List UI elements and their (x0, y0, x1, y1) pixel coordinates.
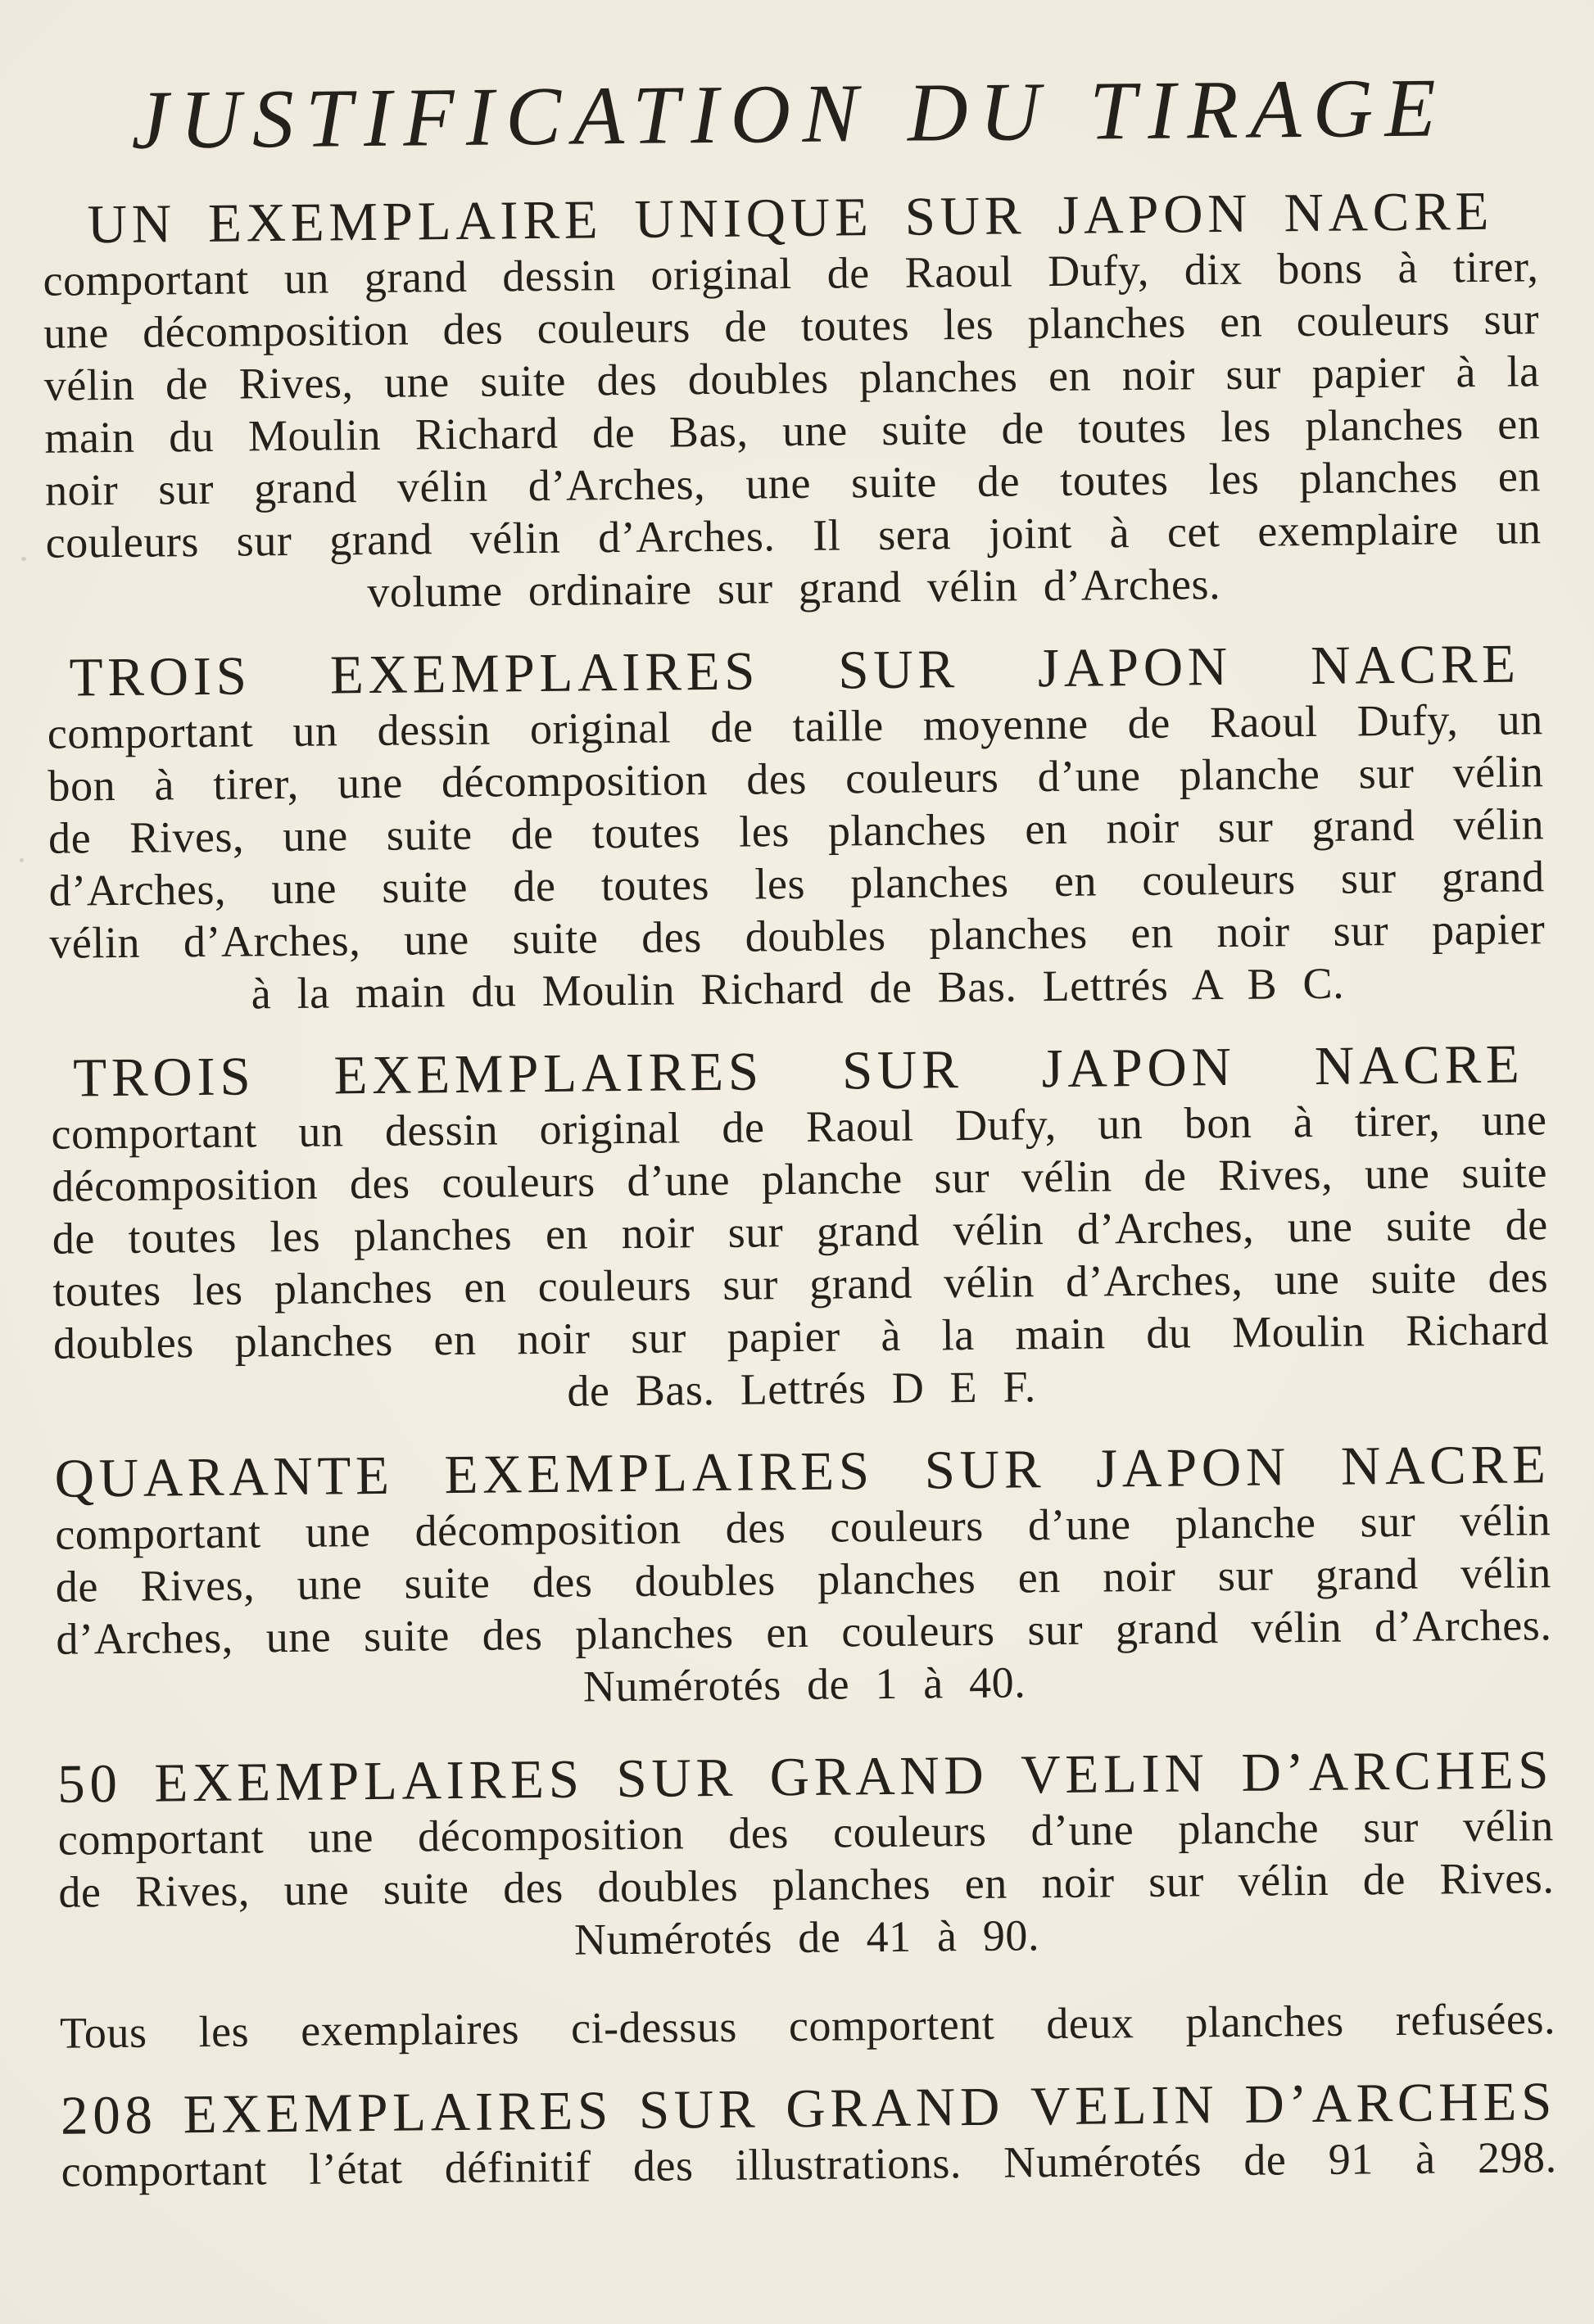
text-line: comportant une décomposition des couleurs d’une planche sur vélin (54, 1495, 1551, 1559)
page-title: JUSTIFICATION DU TIRAGE (130, 61, 1448, 167)
text-line: vélin d’Arches, une suite des doubles planches en noir sur papier (49, 904, 1546, 968)
text-line: Tous les exemplaires ci-dessus comportent deux planches refusées. (59, 1994, 1556, 2058)
text-line: couleurs sur grand vélin d’Arches. Il sera joint à cet exemplaire un (45, 504, 1542, 567)
text-line: comportant une décomposition des couleurs d’une planche sur vélin (57, 1801, 1554, 1865)
section-heading: TROIS EXEMPLAIRES SUR JAPON NACRE (69, 633, 1521, 708)
paper-speck (20, 858, 24, 862)
text-line: de Bas. Lettrés D E F. (567, 1362, 1037, 1416)
section-note-planches-refusees (60, 1992, 1556, 2059)
section-heading: 50 EXEMPLAIRES SUR GRAND VELIN D’ARCHES (57, 1739, 1554, 1815)
section-heading: QUARANTE EXEMPLAIRES SUR JAPON NACRE (54, 1434, 1551, 1509)
text-line: Numérotés de 41 à 90. (573, 1910, 1040, 1965)
section-quarante-exemplaires (54, 1435, 1552, 1718)
page-content (41, 50, 1557, 2197)
section-cinquante-exemplaires (57, 1740, 1555, 1971)
section-trois-exemplaires-abc (47, 634, 1546, 1022)
text-line: comportant un dessin original de Raoul Dufy, un bon à tirer, une (51, 1095, 1547, 1159)
section-heading: UN EXEMPLAIRE UNIQUE SUR JAPON NACRE (87, 180, 1494, 255)
paper-speck (21, 557, 26, 561)
text-line: main du Moulin Richard de Bas, une suite de toutes les planches en (44, 399, 1541, 463)
text-line: à la main du Moulin Richard de Bas. Lettrés A B C. (251, 958, 1345, 1019)
text-line: comportant l’état définitif des illustrations. Numérotés de 91 à 298. (61, 2132, 1557, 2196)
section-heading: 208 EXEMPLAIRES SUR GRAND VELIN D’ARCHES (60, 2071, 1557, 2146)
text-line: comportant un dessin original de taille moyenne de Raoul Dufy, un (47, 694, 1543, 758)
section-un-exemplaire-unique (43, 181, 1542, 622)
text-line: vélin de Rives, une suite des doubles planches en noir sur papier à la (43, 346, 1540, 410)
text-line: toutes les planches en couleurs sur grand vélin d’Arches, une suite des (52, 1252, 1549, 1316)
sections (43, 181, 1557, 2197)
text-line: de Rives, une suite de toutes les planches en noir sur grand vélin (48, 799, 1545, 863)
text-line: bon à tirer, une décomposition des couleurs d’une planche sur vélin (48, 747, 1544, 811)
section-heading: TROIS EXEMPLAIRES SUR JAPON NACRE (72, 1033, 1524, 1109)
text-line: de Rives, une suite des doubles planches en noir sur vélin de Rives. (58, 1853, 1555, 1917)
text-line: Numérotés de 1 à 40. (582, 1657, 1026, 1711)
text-line: volume ordinaire sur grand vélin d’Arches. (367, 559, 1221, 617)
text-line: de Rives, une suite des doubles planches en noir sur grand vélin (55, 1548, 1551, 1612)
text-line: décomposition des couleurs d’une planche sur vélin de Rives, une suite (51, 1147, 1548, 1211)
section-trois-exemplaires-def (51, 1034, 1550, 1422)
text-line: doubles planches en noir sur papier à la main du Moulin Richard (52, 1304, 1550, 1368)
text-line: une décomposition des couleurs de toutes les planches en couleurs sur (43, 294, 1540, 358)
text-line: d’Arches, une suite des planches en couleurs sur grand vélin d’Arches. (56, 1600, 1552, 1664)
text-line: d’Arches, une suite de toutes les planches en couleurs sur grand (48, 852, 1545, 916)
text-line: noir sur grand vélin d’Arches, une suite de toutes les planches en (44, 451, 1542, 515)
section-deux-cent-huit-exemplaires (61, 2072, 1557, 2198)
text-line: comportant un grand dessin original de Raoul Dufy, dix bons à tirer, (43, 242, 1539, 305)
text-line: de toutes les planches en noir sur grand vélin d’Arches, une suite de (52, 1200, 1548, 1264)
